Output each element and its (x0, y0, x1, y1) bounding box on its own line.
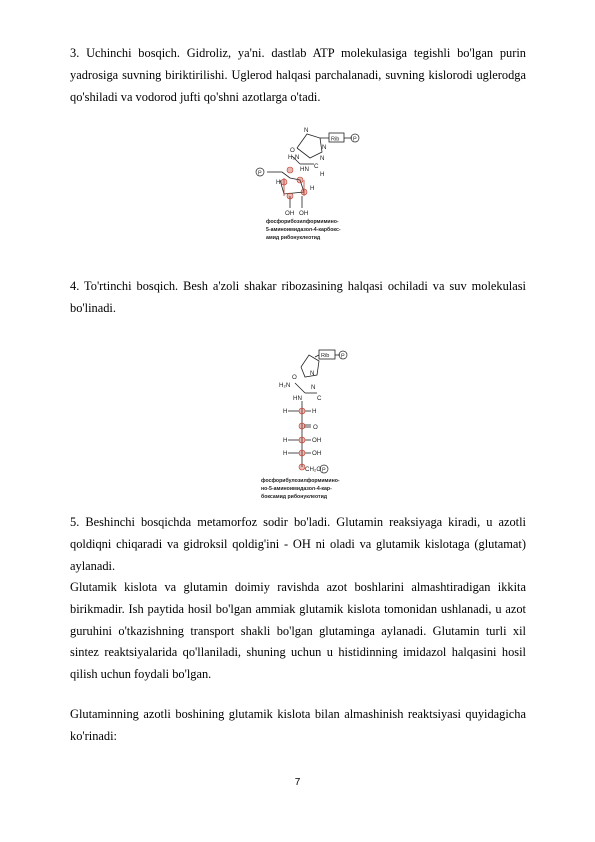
paragraph-step-4: 4. To'rtinchi bosqich. Besh a'zoli shakar ribozasining halqasi ochiladi va suv molekulasi bo'linadi. (70, 279, 526, 315)
atom-label: N (311, 384, 316, 391)
figure-structure-1 (252, 120, 362, 246)
atom-label: H (276, 179, 281, 186)
atom-label: HN (293, 395, 302, 402)
rib-label: Rib (331, 136, 340, 143)
atom-label: HN (300, 166, 309, 173)
phosphate-label: P (353, 136, 357, 143)
atom-label: H (283, 408, 288, 415)
figure-caption: боксамид рибонуклеотид (261, 494, 328, 500)
atom-label: H (283, 437, 288, 444)
atom-label: N (322, 144, 327, 151)
atom-label: H₂N (279, 382, 291, 389)
figure-caption: но-5-аминоимидазол-4-кар- (261, 486, 332, 492)
paragraph-step-3: 3. Uchinchi bosqich. Gidroliz, ya'ni. dastlab ATP molekulasiga tegishli bo'lgan purin yadrosiga suvning biriktirilishi. Uglerod halqasi parchalanadi, suvning kislorodi uglerodga qo'shiladi va vodorod jufti qo'shni azotlarga o'tadi. (70, 46, 526, 104)
atom-label: OH (312, 450, 322, 457)
rib-label: Rib (321, 353, 330, 359)
atom-label: H (283, 450, 288, 457)
atom-label: O (292, 374, 297, 381)
phosphate-label: P (258, 170, 262, 177)
atom-label: N (310, 370, 315, 377)
page-number: 7 (294, 777, 301, 788)
atom-label: C (314, 163, 319, 170)
atom-label: H₂N (288, 154, 300, 161)
figure-caption: амид рибонуклеотид (266, 235, 321, 241)
phosphate-label: P (341, 353, 345, 360)
figure-caption: фосфорибулозилформимино- (261, 478, 340, 484)
atom-label: N (304, 127, 309, 134)
figure-caption: 5-аминоимидазол-4-карбокс- (266, 227, 341, 233)
atom-label: OH (299, 210, 309, 217)
atom-label: CH₂O (305, 466, 322, 473)
paragraph-exchange-reaction: Glutaminning azotli boshining glutamik kislota bilan almashinish reaktsiyasi quyidagicha ko'rinadi: (70, 707, 526, 743)
figure-caption: фосфорибозилформимино- (266, 219, 339, 225)
figure-structure-2 (255, 345, 350, 502)
atom-label: OH (312, 437, 322, 444)
paragraph-glutamine: Glutamik kislota va glutamin doimiy ravishda azot boshlarini almashtiradigan ikkita birikmadir. Ish paytida hosil bo'lgan ammiak glutamik kislota tomonidan ushlanadi, u azot guruhini o'tkazishning transport shakli bo'lgan glutaminga aylanadi. Glutamin turli xil sintez reaktsiyalarida qo'llaniladi, shuning uchun u histidinning imidazol halqasini hosil qilish uchun foydali bo'lgan. (70, 580, 526, 682)
paragraph-step-5: 5. Beshinchi bosqichda metamorfoz sodir bo'ladi. Glutamin reaksiyaga kiradi, u azotli qoldiqni chiqaradi va gidroksil qoldig'ini - OH ni oladi va glutamik kislotaga (glutamat) aylanadi. (70, 515, 526, 573)
atom-label: C (317, 395, 322, 402)
atom-label: OH (285, 210, 295, 217)
atom-label: H (312, 408, 317, 415)
phosphate-label: P (322, 467, 326, 474)
atom-label: O (290, 147, 295, 154)
atom-label: H (320, 171, 325, 178)
atom-label: O (313, 424, 318, 431)
atom-label: N (320, 155, 325, 162)
atom-label: H (310, 185, 315, 192)
